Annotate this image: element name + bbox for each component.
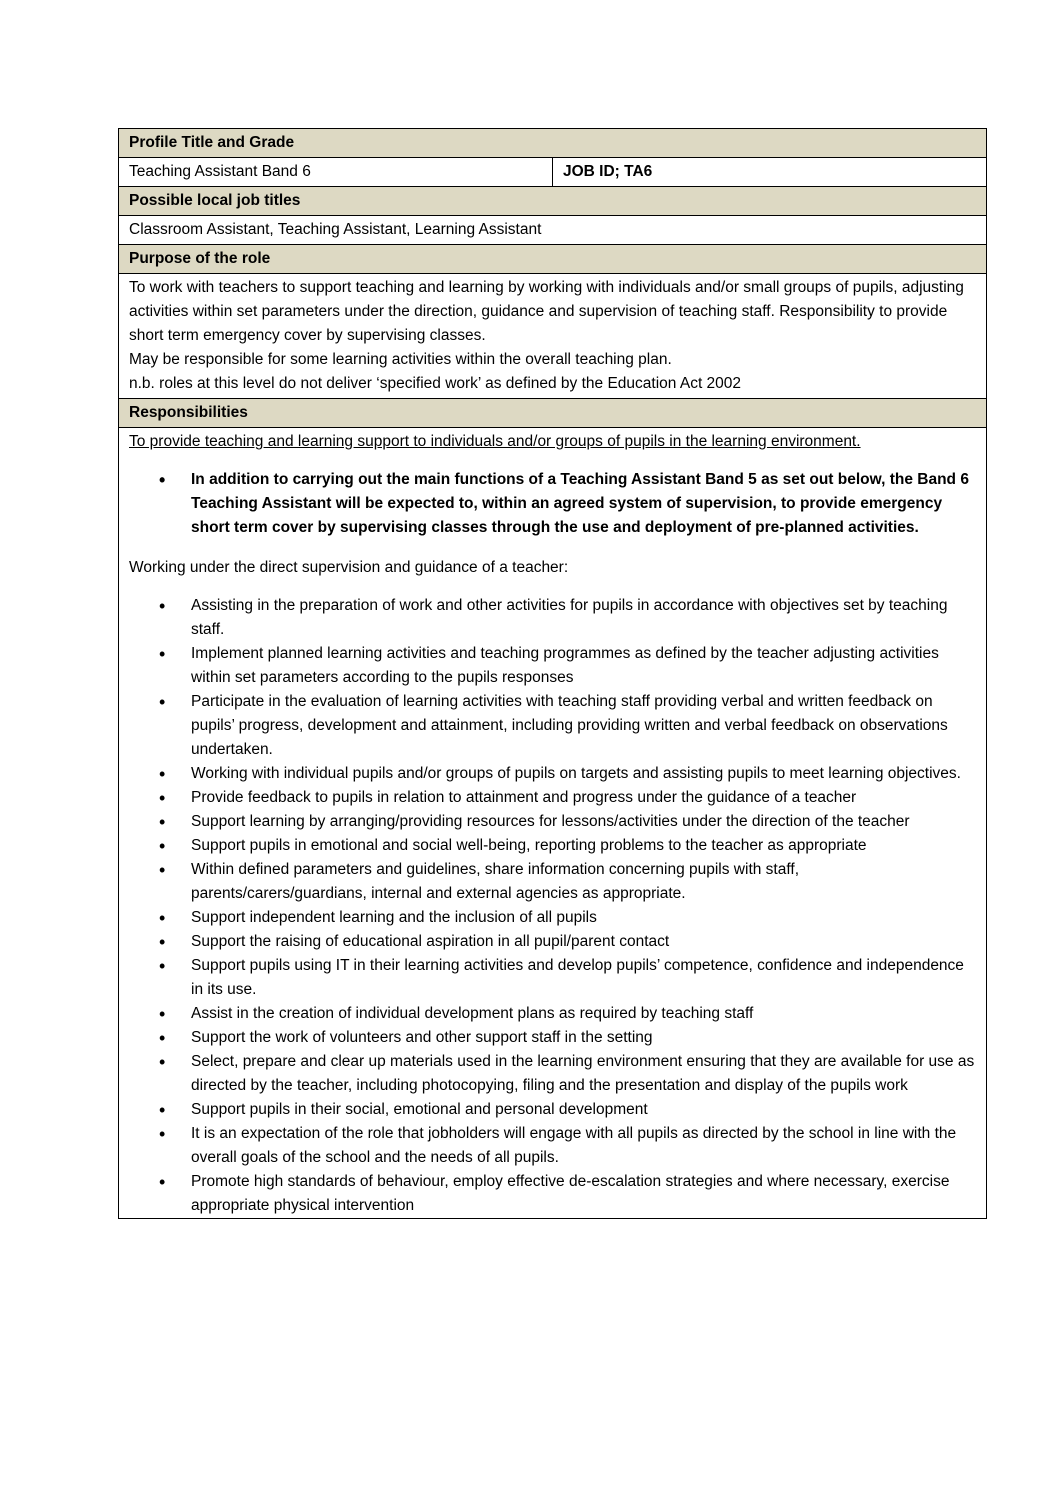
profile-title: Teaching Assistant Band 6 [119, 158, 553, 187]
list-item: • Support learning by arranging/providing resources for lessons/activities under the direction of the teacher [129, 810, 976, 834]
job-profile-page [118, 128, 986, 1219]
working-under-text: Working under the direct supervision and guidance of a teacher: [129, 559, 569, 576]
list-item: • Assist in the creation of individual development plans as required by teaching staff [129, 1002, 976, 1026]
list-item: • Within defined parameters and guidelines, share information concerning pupils with staff, parents/carers/guardians, internal and external agencies as appropriate. [129, 858, 976, 906]
list-item: • Support pupils in emotional and social well-being, reporting problems to the teacher as appropriate [129, 834, 976, 858]
responsibilities-heading: Responsibilities [119, 399, 987, 428]
purpose-line: May be responsible for some learning activities within the overall teaching plan. [129, 351, 672, 368]
list-item: • Participate in the evaluation of learning activities with teaching staff providing verbal and written feedback on pupils’ progress, development and attainment, including providing written and verbal feedback on observations undertaken. [129, 690, 976, 762]
local-titles-heading: Possible local job titles [119, 187, 987, 216]
list-item: • Implement planned learning activities and teaching programmes as defined by the teacher adjusting activities within set parameters according to the pupils responses [129, 642, 976, 690]
responsibilities-section [119, 428, 987, 1219]
list-item: • Support independent learning and the inclusion of all pupils [129, 906, 976, 930]
list-item: • Support the work of volunteers and other support staff in the setting [129, 1026, 976, 1050]
local-titles: Classroom Assistant, Teaching Assistant, Learning Assistant [119, 216, 987, 245]
list-item: • Support pupils using IT in their learning activities and develop pupils’ competence, confidence and independence in its use. [129, 954, 976, 1002]
list-item: • Support pupils in their social, emotional and personal development [129, 1098, 976, 1122]
list-item: • It is an expectation of the role that jobholders will engage with all pupils as directed by the school in line with the overall goals of the school and the needs of all pupils. [129, 1122, 976, 1170]
list-item: • Provide feedback to pupils in relation to attainment and progress under the guidance of a teacher [129, 786, 976, 810]
list-item: • Promote high standards of behaviour, employ effective de-escalation strategies and where necessary, exercise appropriate physical intervention [129, 1170, 976, 1218]
purpose-line: n.b. roles at this level do not deliver ‘specified work’ as defined by the Education Act 2002 [129, 375, 742, 392]
profile-title-heading: Profile Title and Grade [119, 129, 987, 158]
list-item: • Assisting in the preparation of work and other activities for pupils in accordance with objectives set by teaching staff. [129, 594, 976, 642]
list-item: • In addition to carrying out the main functions of a Teaching Assistant Band 5 as set out below, the Band 6 Teaching Assistant will be expected to, within an agreed system of supervision, to provide emergency short term cover by supervising classes through the use and deployment of pre-planned activities. [129, 468, 976, 540]
job-profile-table [118, 128, 987, 1219]
purpose-line: To work with teachers to support teaching and learning by working with individuals and/or small groups of pupils, adjusting activities within set parameters under the direction, guidance and supervision of teaching staff. Responsibility to provide short term emergency cover by supervising classes. [129, 279, 964, 344]
purpose-section [119, 274, 987, 399]
responsibilities-intro: To provide teaching and learning support to individuals and/or groups of pupils in the learning environment. [129, 433, 861, 450]
purpose-heading: Purpose of the role [119, 245, 987, 274]
list-item: • Support the raising of educational aspiration in all pupil/parent contact [129, 930, 976, 954]
job-id: JOB ID; TA6 [553, 158, 987, 187]
responsibilities-list [129, 594, 976, 1218]
band6-bullet-list [129, 468, 976, 540]
list-item: • Working with individual pupils and/or groups of pupils on targets and assisting pupils to meet learning objectives. [129, 762, 976, 786]
list-item: • Select, prepare and clear up materials used in the learning environment ensuring that they are available for use as directed by the teacher, including photocopying, filing and the presentation and display of the pupils work [129, 1050, 976, 1098]
